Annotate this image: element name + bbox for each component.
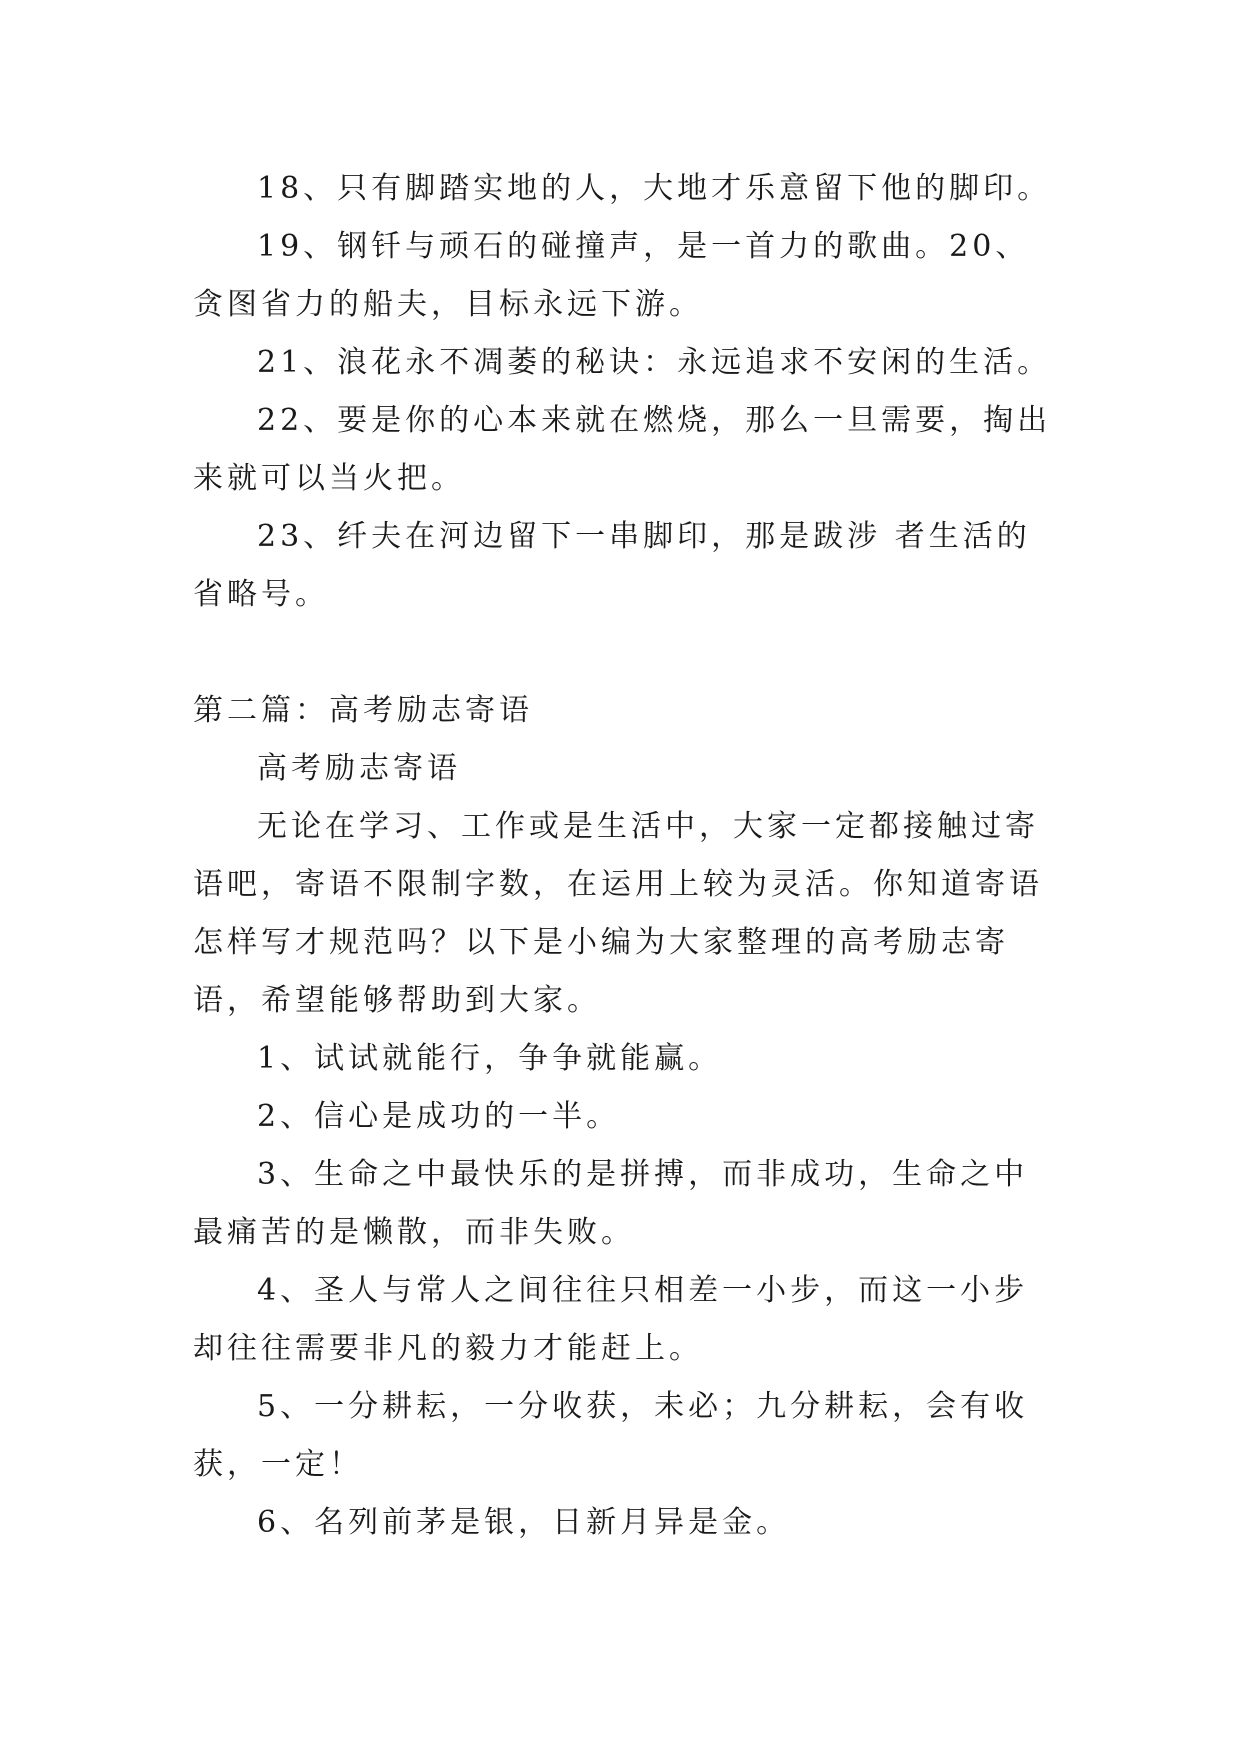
paragraph-22: 22、要是你的心本来就在燃烧，那么一旦需要，掏出来就可以当火把。 [193, 403, 1052, 496]
paragraph-19-20: 19、钢钎与顽石的碰撞声，是一首力的歌曲。20、贪图省力的船夫，目标永远下游。 [193, 229, 1030, 322]
paragraph-21: 21、浪花永不凋萎的秘诀：永远追求不安闲的生活。 [257, 345, 1052, 380]
paragraph-1: 1、试试就能行，争争就能赢。 [257, 1041, 723, 1076]
paragraph-6: 6、名列前茅是银，日新月异是金。 [257, 1505, 791, 1540]
paragraph-3: 3、生命之中最快乐的是拼搏，而非成功，生命之中最痛苦的是懒散，而非失败。 [193, 1157, 1029, 1250]
paragraph-23: 23、纤夫在河边留下一串脚印，那是跋涉 者生活的省略号。 [193, 519, 1031, 612]
intro-paragraph: 无论在学习、工作或是生活中，大家一定都接触过寄语吧，寄语不限制字数，在运用上较为灵活。你知道寄语怎样写才规范吗？以下是小编为大家整理的高考励志寄语，希望能够帮助到大家。 [193, 809, 1043, 1018]
document-body [193, 160, 1053, 1552]
paragraph-2: 2、信心是成功的一半。 [257, 1099, 621, 1134]
section-subtitle: 高考励志寄语 [257, 751, 461, 786]
section-heading: 第二篇：高考励志寄语 [193, 693, 533, 728]
paragraph-18: 18、只有脚踏实地的人，大地才乐意留下他的脚印。 [257, 171, 1052, 206]
paragraph-4: 4、圣人与常人之间往往只相差一小步，而这一小步却往往需要非凡的毅力才能赶上。 [193, 1273, 1029, 1366]
paragraph-5: 5、一分耕耘，一分收获，未必；九分耕耘，会有收获，一定！ [193, 1389, 1029, 1482]
